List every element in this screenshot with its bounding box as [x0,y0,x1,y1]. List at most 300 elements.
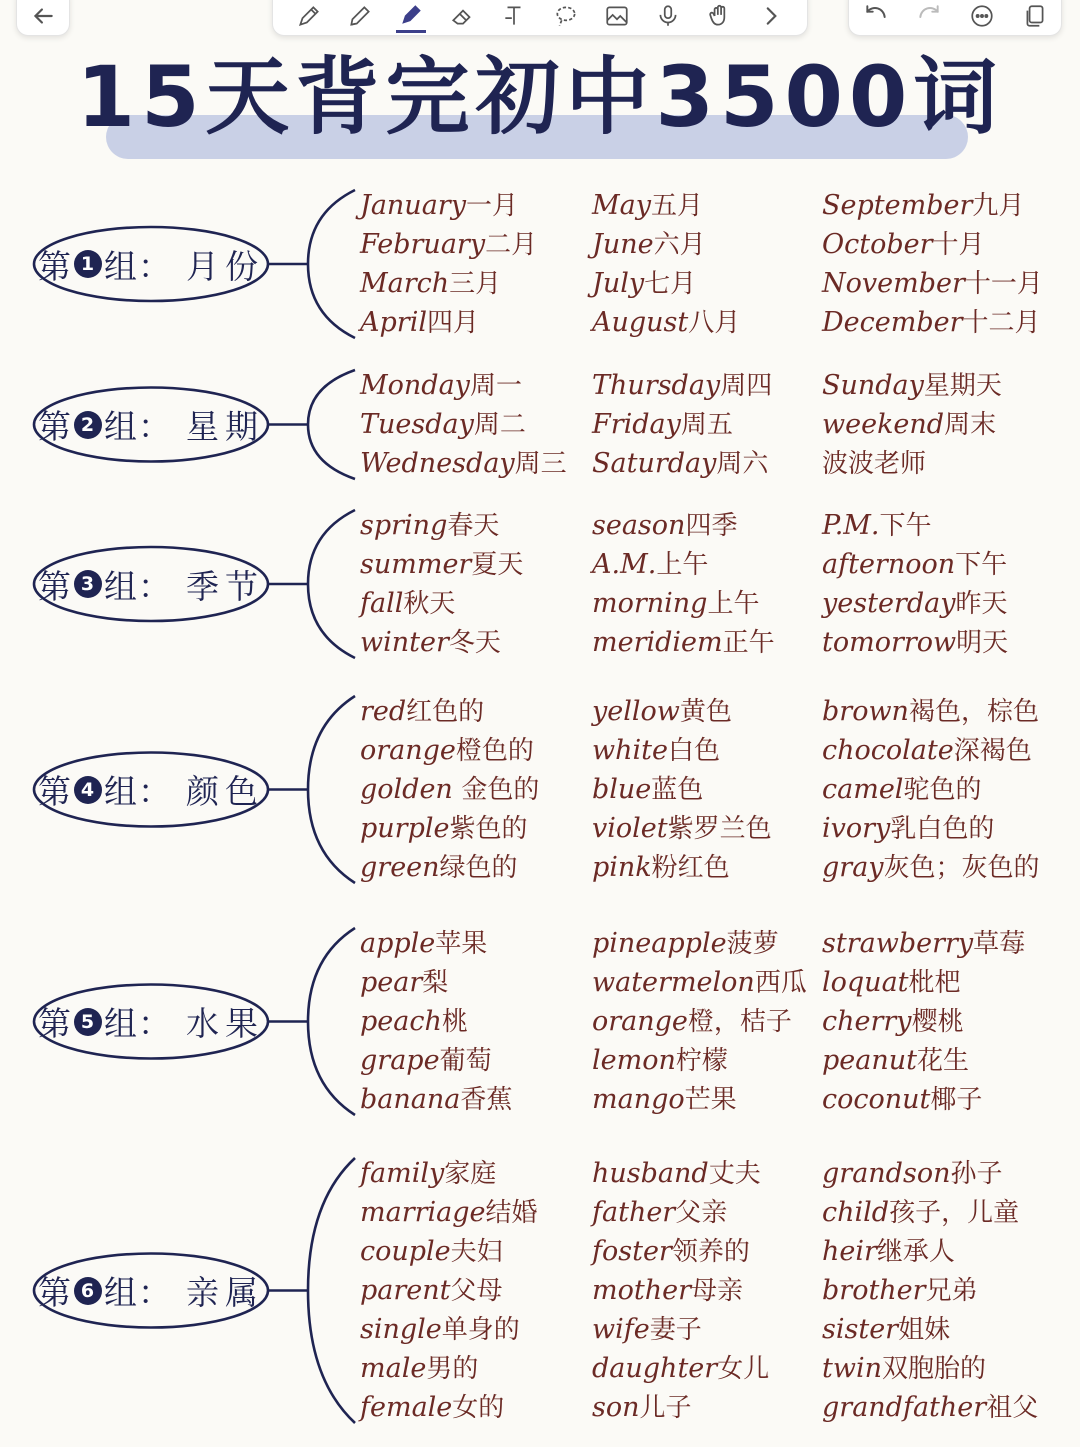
undo-icon[interactable] [861,1,891,31]
english-word: orange [592,1006,688,1037]
vocab-item [360,264,537,303]
english-word: afternoon [822,549,956,580]
english-word: husband [592,1158,709,1189]
vocab-item [822,1154,1038,1193]
back-button[interactable] [16,0,70,36]
english-word: female [360,1392,453,1423]
vocab-item [822,405,1002,444]
english-word: gray [822,852,884,883]
chinese-meaning: 六月 [653,230,706,260]
chinese-meaning: 粉红色 [651,853,730,883]
vocab-item [822,731,1040,770]
chinese-meaning: 绿色的 [439,853,518,883]
mic-icon[interactable] [653,1,683,31]
english-word: family [360,1158,445,1189]
chinese-meaning: 女的 [452,1393,505,1423]
vocab-item [360,770,539,809]
english-word: watermelon [592,967,755,998]
english-word: tomorrow [822,627,957,658]
pencil-icon[interactable] [345,1,375,31]
vocab-item [592,444,772,483]
vocab-item [822,1232,1038,1271]
vocab-item [360,1041,512,1080]
group-label [34,753,268,827]
chinese-meaning: 五月 [651,191,704,221]
english-word: blue [592,774,652,805]
word-column-1 [360,924,512,1119]
english-word: peanut [822,1045,917,1076]
chinese-meaning: 九月 [972,191,1025,221]
group-label [34,388,268,462]
english-word: sister [822,1314,899,1345]
english-word: ivory [822,813,891,844]
vocab-item [592,770,772,809]
english-word: Wednesday [360,448,515,479]
chinese-meaning: 花生 [917,1046,970,1076]
chinese-meaning: 冬天 [448,628,501,658]
chinese-meaning: 七月 [644,269,697,299]
vocab-item [822,1193,1038,1232]
word-column-3 [822,186,1043,342]
english-word: Monday [360,370,470,401]
vocab-item [822,809,1040,848]
english-word: cherry [822,1006,912,1037]
chinese-meaning: 苹果 [435,929,488,959]
english-word: fall [360,588,404,619]
group-name: 星期 [186,407,264,446]
english-word: purple [360,813,450,844]
chinese-meaning: 椰子 [930,1085,983,1115]
chinese-meaning: 儿子 [639,1393,692,1423]
word-column-3 [822,1154,1038,1427]
english-word: January [360,190,466,221]
group-label-suffix: 组： [104,1273,172,1312]
vocab-item [822,584,1008,623]
vocab-item [360,444,567,483]
english-word: camel [822,774,904,805]
english-word: couple [360,1236,451,1267]
chinese-meaning: 兄弟 [925,1276,978,1306]
group-label-prefix: 第 [38,772,72,811]
chinese-meaning: 夫妇 [450,1237,503,1267]
vocab-item [592,1271,769,1310]
vocab-item [822,186,1043,225]
chinese-meaning: 十月 [932,230,985,260]
english-word: pineapple [592,928,727,959]
chinese-meaning: 春天 [447,511,500,541]
chinese-meaning: 下午 [955,550,1008,580]
chinese-meaning: 母亲 [690,1276,743,1306]
back-arrow-icon[interactable] [28,1,58,31]
group-number-badge: 2 [74,411,102,439]
pen-icon[interactable] [294,1,324,31]
group-number-badge: 4 [74,776,102,804]
chinese-meaning: 孙子 [950,1159,1003,1189]
english-word: yellow [592,696,680,727]
vocab-item [592,1193,769,1232]
group-label-prefix: 第 [38,407,72,446]
chinese-meaning: 香蕉 [460,1085,513,1115]
english-word: yesterday [822,588,956,619]
vocab-item [360,1310,538,1349]
chinese-meaning: 芒果 [684,1085,737,1115]
vocab-item [822,545,1008,584]
chinese-meaning: 夏天 [471,550,524,580]
chinese-meaning: 结婚 [485,1198,538,1228]
lasso-icon[interactable] [551,1,581,31]
group-label-prefix: 第 [38,1004,72,1043]
vocab-item [360,692,539,731]
english-word: season [592,510,686,541]
group-label-suffix: 组： [104,772,172,811]
english-word: grape [360,1045,440,1076]
vocab-item [592,1041,807,1080]
vocab-item [822,924,1025,963]
group-label-prefix: 第 [38,566,72,606]
chinese-meaning: 橙，桔子 [687,1007,792,1037]
english-word: winter [360,627,449,658]
chinese-meaning: 继承人 [876,1237,955,1267]
word-column-3 [822,506,1008,662]
chinese-meaning: 波波老师 [822,449,927,479]
vocab-item [360,1388,538,1427]
chinese-meaning: 西瓜 [754,968,807,998]
word-column-1 [360,506,523,662]
vocab-item [822,963,1025,1002]
highlighter-icon[interactable] [396,0,426,33]
english-word: mother [592,1275,691,1306]
english-word: Sunday [822,370,924,401]
chinese-meaning: 紫色的 [449,814,528,844]
chinese-meaning: 周六 [716,449,769,479]
vocab-item [592,1080,807,1119]
english-word: Saturday [592,448,717,479]
english-word: brother [822,1275,926,1306]
english-word: peach [360,1006,442,1037]
english-word: spring [360,510,448,541]
vocab-item [592,584,775,623]
vocab-item [592,1349,769,1388]
group-3 [0,506,1080,662]
word-column-2 [592,186,740,342]
english-word: grandfather [822,1392,987,1423]
english-word: marriage [360,1197,486,1228]
vocab-item [592,1310,769,1349]
group-label-prefix: 第 [38,246,72,286]
chinese-meaning: 周三 [514,449,567,479]
english-word: A.M. [592,549,657,580]
group-number-badge: 3 [74,570,102,598]
vocab-item [822,1041,1025,1080]
vocab-item [822,444,1002,483]
group-name: 月份 [186,246,264,286]
chinese-meaning: 星期天 [923,371,1002,401]
chinese-meaning: 领养的 [671,1237,750,1267]
chinese-meaning: 菠萝 [726,929,779,959]
word-column-3 [822,692,1040,887]
group-bracket [308,928,355,1115]
vocab-item [360,584,523,623]
word-column-1 [360,1154,538,1427]
group-5 [0,924,1080,1119]
chinese-meaning: 一月 [465,191,518,221]
vocab-item [822,225,1043,264]
group-label-suffix: 组： [104,566,172,606]
group-bracket [308,370,355,479]
drawing-tools [272,0,808,36]
vocab-item [360,848,539,887]
vocab-item [592,963,807,1002]
vocab-item [592,545,775,584]
vocab-item [360,545,523,584]
english-word: meridiem [592,627,723,658]
word-column-2 [592,506,775,662]
vocab-item [360,1154,538,1193]
vocab-item [592,1002,807,1041]
english-word: May [592,190,651,221]
word-column-2 [592,924,807,1119]
vocab-item [592,623,775,662]
chinese-meaning: 姐妹 [898,1315,951,1345]
chinese-meaning: 梨 [422,968,449,998]
vocab-item [822,1002,1025,1041]
english-word: white [592,735,668,766]
group-6 [0,1154,1080,1427]
english-word: child [822,1197,890,1228]
group-bracket [308,510,355,658]
vocab-item [592,506,775,545]
english-word: green [360,852,440,883]
vocab-item [822,623,1008,662]
image-icon[interactable] [602,1,632,31]
vocab-item [360,1232,538,1271]
english-word: single [360,1314,442,1345]
chinese-meaning: 双胞胎的 [882,1354,987,1384]
pages-icon[interactable] [1020,1,1050,31]
group-number-badge: 5 [74,1008,102,1036]
word-column-2 [592,366,772,483]
english-word: loquat [822,967,909,998]
chinese-meaning: 三月 [449,269,502,299]
chinese-meaning: 十一月 [964,269,1043,299]
chevron-right-icon[interactable] [756,1,786,31]
vocab-item [592,405,772,444]
vocab-item [360,366,567,405]
english-word: P.M. [822,510,880,541]
chinese-meaning: 樱桃 [911,1007,964,1037]
vocab-item [360,405,567,444]
vocab-item [822,1388,1038,1427]
chinese-meaning: 周末 [944,410,997,440]
vocab-item [822,264,1043,303]
english-word: February [360,229,486,260]
vocab-item [360,1271,538,1310]
english-word: March [360,268,450,299]
vocab-item [592,1388,769,1427]
chinese-meaning: 妻子 [649,1315,702,1345]
group-bracket [308,1158,355,1423]
vocab-item [360,963,512,1002]
english-word: parent [360,1275,451,1306]
chinese-meaning: 秋天 [403,589,456,619]
vocab-item [592,303,740,342]
group-name: 水果 [186,1004,264,1043]
chinese-meaning: 四月 [426,308,479,338]
chinese-meaning: 十二月 [962,308,1041,338]
vocab-item [592,186,740,225]
vocab-item [360,809,539,848]
english-word: father [592,1197,676,1228]
chinese-meaning: 上午 [656,550,709,580]
vocab-item [360,924,512,963]
vocab-item [360,1349,538,1388]
english-word: grandson [822,1158,951,1189]
vocab-item [592,264,740,303]
word-column-3 [822,924,1025,1119]
chinese-meaning: 黄色 [679,697,732,727]
english-word: June [592,229,654,260]
vocab-item [822,1310,1038,1349]
vocab-item [360,303,537,342]
chinese-meaning: 橙色的 [455,736,534,766]
english-word: daughter [592,1353,718,1384]
english-word: coconut [822,1084,931,1115]
vocab-item [822,1080,1025,1119]
chinese-meaning: 紫罗兰色 [667,814,772,844]
english-word: summer [360,549,472,580]
vocab-item [822,692,1040,731]
english-word: son [592,1392,640,1423]
english-word: morning [592,588,708,619]
group-label-suffix: 组： [104,407,172,446]
chinese-meaning: 孩子，儿童 [889,1198,1020,1228]
group-bracket [308,696,355,883]
group-bracket [308,190,355,338]
chinese-meaning: 周五 [680,410,733,440]
english-word: October [822,229,933,260]
edit-actions [848,0,1062,36]
page-title: 15天背完初中3500词 [76,48,1004,146]
english-word: heir [822,1236,877,1267]
english-word: weekend [822,409,945,440]
chinese-meaning: 驼色的 [903,775,982,805]
english-word: November [822,268,965,299]
group-number-badge: 1 [74,250,102,278]
english-word: foster [592,1236,672,1267]
chinese-meaning: 周一 [469,371,522,401]
english-word: apple [360,928,436,959]
vocab-item [822,1271,1038,1310]
chinese-meaning: 金色的 [461,775,540,805]
english-word: male [360,1353,427,1384]
chinese-meaning: 祖父 [986,1393,1039,1423]
vocab-item [592,809,772,848]
word-column-2 [592,692,772,887]
chinese-meaning: 上午 [707,589,760,619]
vocab-item [592,366,772,405]
english-word: orange [360,735,456,766]
group-name: 颜色 [186,772,264,811]
vocab-item [822,848,1040,887]
vocab-item [360,186,537,225]
chinese-meaning: 深褐色 [953,736,1032,766]
vocab-item [822,770,1040,809]
english-word: pear [360,967,423,998]
english-word: April [360,307,427,338]
vocab-item [360,225,537,264]
english-word: August [592,307,689,338]
vocab-item [360,623,523,662]
eraser-icon[interactable] [448,1,478,31]
chinese-meaning: 枇杷 [908,968,961,998]
english-word: Friday [592,409,681,440]
group-label-prefix: 第 [38,1273,72,1312]
vocab-item [360,731,539,770]
chinese-meaning: 女儿 [717,1354,770,1384]
group-label [34,547,268,621]
english-word: mango [592,1084,685,1115]
group-label-suffix: 组： [104,1004,172,1043]
text-icon[interactable] [499,1,529,31]
chinese-meaning: 昨天 [955,589,1008,619]
group-number-badge: 6 [74,1277,102,1305]
vocab-item [360,1080,512,1119]
group-label [34,985,268,1059]
chinese-meaning: 周二 [473,410,526,440]
word-column-2 [592,1154,769,1427]
vocab-item [360,506,523,545]
chinese-meaning: 男的 [426,1354,479,1384]
english-word: Tuesday [360,409,474,440]
group-name: 亲属 [186,1273,264,1312]
group-name: 季节 [186,566,264,606]
chinese-meaning: 柠檬 [675,1046,728,1076]
chinese-meaning: 红色的 [406,697,485,727]
chinese-meaning: 丈夫 [708,1159,761,1189]
english-word: wife [592,1314,650,1345]
group-label-suffix: 组： [104,246,172,286]
vocab-item [822,1349,1038,1388]
vocab-item [592,731,772,770]
chinese-meaning: 二月 [485,230,538,260]
chinese-meaning: 正午 [722,628,775,658]
english-word: December [822,307,963,338]
chinese-meaning: 葡萄 [439,1046,492,1076]
word-column-1 [360,366,567,483]
chinese-meaning: 家庭 [444,1159,497,1189]
chinese-meaning: 明天 [956,628,1009,658]
group-label [34,1254,268,1328]
chinese-meaning: 桃 [441,1007,468,1037]
chinese-meaning: 父亲 [675,1198,728,1228]
word-column-3 [822,366,1002,483]
top-toolbar [0,0,1080,40]
chinese-meaning: 下午 [879,511,932,541]
chinese-meaning: 褐色，棕色 [908,697,1039,727]
hand-icon[interactable] [705,1,735,31]
english-word: banana [360,1084,461,1115]
english-word: lemon [592,1045,676,1076]
redo-icon[interactable] [914,1,944,31]
chinese-meaning: 八月 [688,308,741,338]
vocab-item [592,225,740,264]
more-icon[interactable] [967,1,997,31]
vocab-item [592,1154,769,1193]
english-word: golden [360,774,462,805]
group-label [34,227,268,301]
group-4 [0,692,1080,887]
english-word: violet [592,813,668,844]
